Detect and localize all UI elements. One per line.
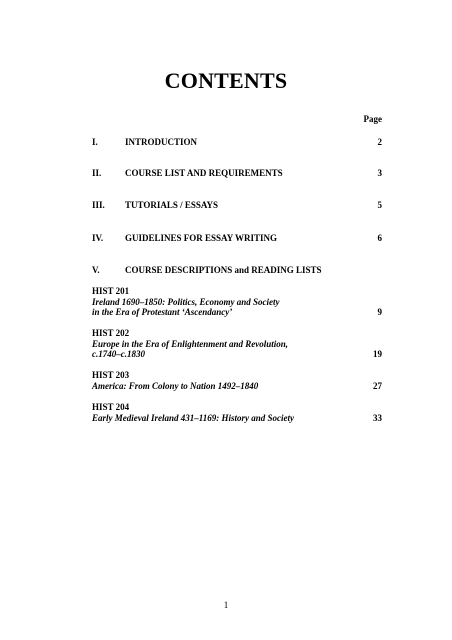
toc-entry-number: III. — [92, 200, 105, 210]
toc-entry-number: IV. — [92, 233, 104, 243]
toc-entry-label: COURSE LIST AND REQUIREMENTS — [125, 168, 283, 178]
toc-entry-label: TUTORIALS / ESSAYS — [125, 200, 219, 210]
course-title-line: Ireland 1690–1850: Politics, Economy and Society — [92, 296, 280, 307]
course-code: HIST 202 — [92, 328, 130, 338]
course-title-line: America: From Colony to Nation 1492–1840 — [92, 380, 259, 391]
toc-course-hist-201 — [92, 286, 382, 318]
toc-entry-page: 3 — [377, 168, 382, 178]
footer-page-number: 1 — [223, 600, 229, 610]
toc-entry-number: II. — [92, 168, 102, 178]
course-page: 19 — [373, 349, 382, 359]
course-code: HIST 204 — [92, 402, 130, 412]
page-title: CONTENTS — [164, 68, 288, 93]
toc-entry-page: 6 — [377, 233, 382, 243]
course-title-line: in the Era of Protestant ‘Ascendancy’ — [92, 307, 233, 317]
course-code: HIST 203 — [92, 370, 130, 380]
course-title-line: Early Medieval Ireland 431–1169: History and Society — [92, 412, 294, 423]
toc-entry-number: I. — [92, 137, 98, 147]
page-column-header: Page — [363, 114, 382, 124]
course-title-line: Europe in the Era of Enlightenment and Revolution, — [92, 338, 289, 349]
toc-course-hist-202 — [92, 328, 382, 360]
toc-course-hist-203 — [92, 370, 382, 391]
toc-entry-label: GUIDELINES FOR ESSAY WRITING — [125, 233, 277, 243]
toc-entry-page: 2 — [377, 137, 382, 147]
course-title-line: c.1740–c.1830 — [92, 349, 145, 359]
toc-course-hist-204 — [92, 402, 382, 423]
toc-entry-label: INTRODUCTION — [125, 137, 198, 147]
course-page: 9 — [377, 307, 382, 317]
toc-entry-page: 5 — [377, 200, 382, 210]
course-page: 27 — [373, 380, 382, 391]
toc-entry-label: COURSE DESCRIPTIONS and READING LISTS — [125, 265, 322, 275]
toc-entry-number: V. — [92, 265, 100, 275]
course-page: 33 — [373, 412, 382, 423]
course-code: HIST 201 — [92, 286, 130, 296]
